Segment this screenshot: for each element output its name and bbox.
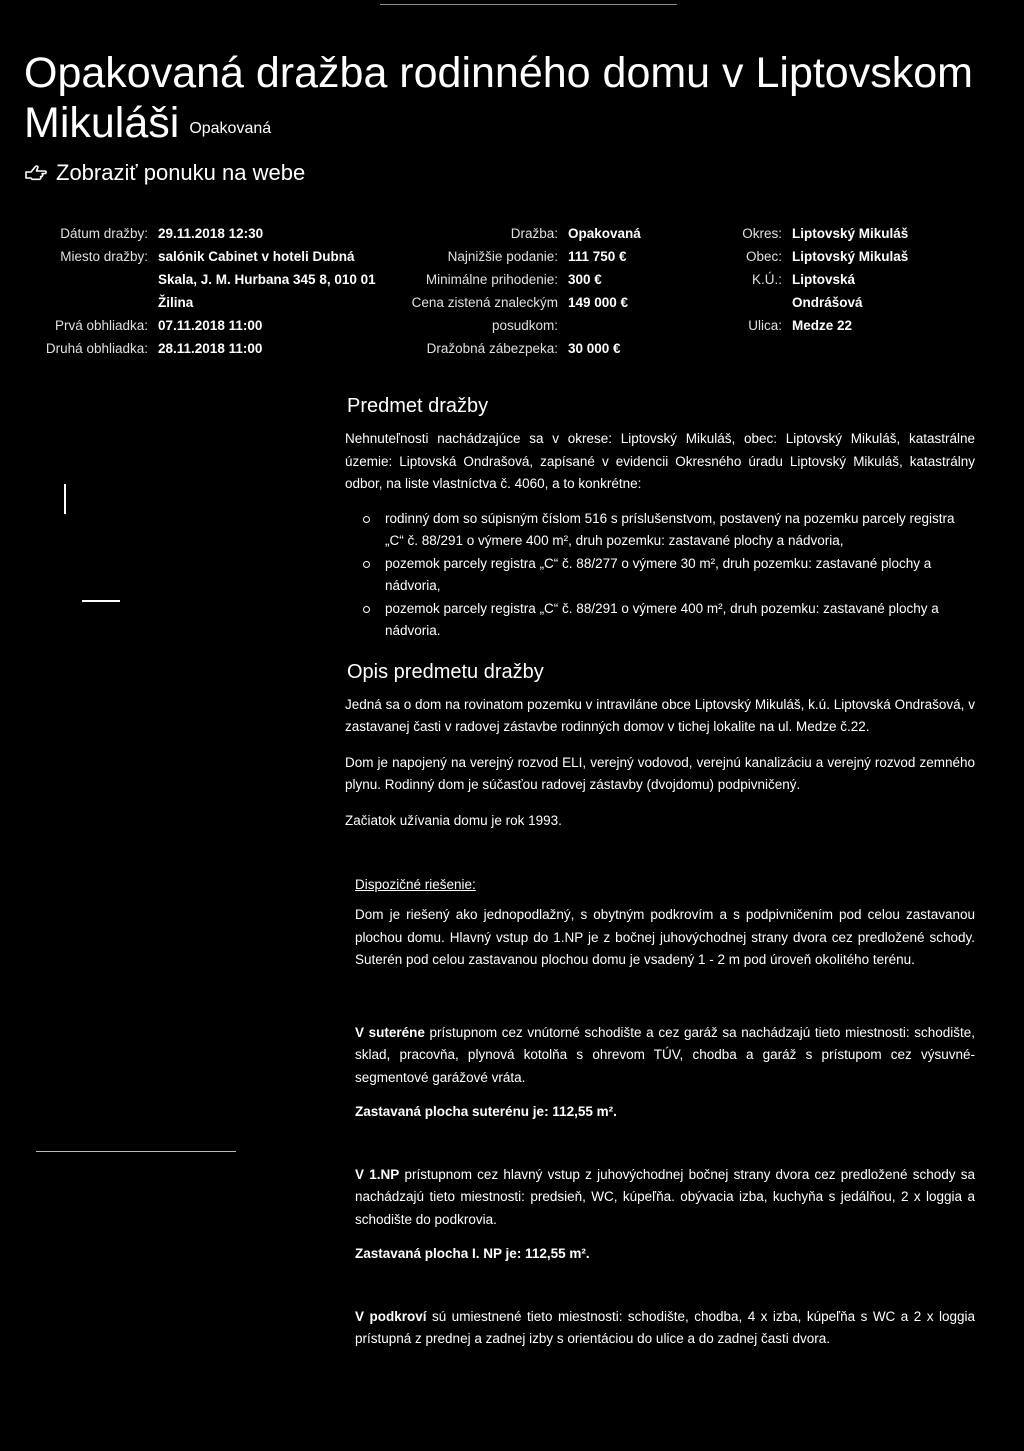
scan-mark bbox=[82, 600, 120, 602]
main-content bbox=[345, 395, 975, 1351]
suteren-area: Zastavaná plocha suterénu je: 112,55 m². bbox=[355, 1104, 617, 1119]
bullet-icon bbox=[363, 516, 370, 523]
dispozicne-block bbox=[355, 904, 975, 1351]
info-row: Prvá obhliadka: 07.11.2018 11:00 bbox=[54, 318, 263, 333]
info-row: Dražobná zábezpeka: 30 000 € bbox=[426, 341, 621, 356]
info-row: Miesto dražby: salónik Cabinet v hoteli Dubná Skala, J. M. Hurbana 345 8, 010 01 Žilina bbox=[60, 249, 376, 310]
info-col-prices bbox=[400, 222, 718, 360]
page-title bbox=[24, 48, 984, 154]
info-col-location bbox=[700, 222, 932, 337]
section-heading-opis: Opis predmetu dražby bbox=[347, 660, 544, 683]
opis-paragraph-1: Jedná sa o dom na rovinatom pozemku v intraviláne obce Liptovský Mikuláš, k.ú. Liptovská Ondrašová, v zastavanej časti v radovej zástavbe rodinných domov v tichej lokalite na ul. Medze č.22. bbox=[345, 696, 975, 734]
section-heading-predmet: Predmet dražby bbox=[347, 395, 489, 417]
info-row: Okres: Liptovský Mikuláš bbox=[742, 226, 909, 241]
pointing-hand-icon bbox=[24, 163, 48, 183]
info-row: Druhá obhliadka: 28.11.2018 11:00 bbox=[45, 341, 263, 356]
dispozicne-paragraph: Dom je riešený ako jednopodlažný, s obytným podkrovím a s podpivničením pod celou zastavanou plochou domu. Hlavný vstup do 1.NP je z bočnej juhovýchodnej strany dvora cez predložené schody. Suterén pod celou zastavanou plochou domu je vsadený 1 - 2 m pod úroveň okolitého terénu. bbox=[355, 907, 975, 967]
np-area: Zastavaná plocha I. NP je: 112,55 m². bbox=[355, 1246, 590, 1261]
web-link[interactable] bbox=[24, 160, 305, 186]
list-item: pozemok parcely registra „C“ č. 88/291 o výmere 400 m², druh pozemku: zastavané plochy a nádvoria. bbox=[345, 598, 975, 643]
parcel-list bbox=[345, 508, 975, 643]
podkrovie-paragraph: V podkroví sú umiestnené tieto miestnosti: schodište, chodba, 4 x izba, kúpeľňa s WC a 2 x loggia prístupná z prednej a zadnej izby s orientáciou do ulice a do zadnej časti dvora. bbox=[355, 1308, 975, 1346]
info-col-auction bbox=[36, 222, 393, 360]
info-row: Minimálne prihodenie: 300 € bbox=[425, 272, 602, 287]
scan-mark bbox=[64, 484, 66, 514]
np-paragraph: V 1.NP prístupnom cez hlavný vstup z juhovýchodnej bočnej strany dvora cez predložené schody sa nachádzajú tieto miestnosti: predsieň, WC, kúpeľňa. obývacia izba, kuchyňa s jedálňou, 2 x loggia a schodište do podkrovia. bbox=[355, 1166, 975, 1227]
info-row: Najnižšie podanie: 111 750 € bbox=[447, 249, 627, 264]
suteren-paragraph: V suteréne prístupnom cez vnútorné schodište a cez garáž sa nachádzajú tieto miestnosti: schodište, sklad, pracovňa, plynová kotolňa s ohrevom TÚV, chodba a garáž s prístupom cez výsuvné-segmentové garážové vráta. bbox=[355, 1024, 976, 1085]
info-row: Ulica: Medze 22 bbox=[748, 318, 853, 333]
status-badge: Opakovaná bbox=[189, 120, 272, 137]
info-row: K.Ú.: Liptovská Ondrášová bbox=[751, 272, 863, 310]
predmet-intro: Nehnuteľnosti nachádzajúce sa v okrese: Liptovský Mikuláš, obec: Liptovský Mikuláš, katastrálne územie: Liptovská Ondrašová, zapísané v evidencii Okresného úradu Liptovský Mikuláš, katastrálny odbor, na liste vlastníctva č. 4060, a to konkrétne: bbox=[345, 431, 975, 491]
list-item: pozemok parcely registra „C“ č. 88/277 o výmere 30 m², druh pozemku: zastavané plochy a nádvoria, bbox=[345, 553, 975, 598]
info-row: Obec: Liptovský Mikulaš bbox=[745, 249, 909, 264]
opis-paragraph-2: Dom je napojený na verejný rozvod ELI, verejný vodovod, verejnú kanalizáciu a verejný rozvod zemného plynu. Rodinný dom je súčasťou radovej zástavby (dvojdomu) podpivničený. bbox=[345, 754, 975, 792]
web-link-label: Zobraziť ponuku na webe bbox=[56, 160, 306, 185]
info-row: Dražba: Opakovaná bbox=[510, 226, 641, 241]
top-divider bbox=[380, 4, 677, 5]
info-row: Cena zistená znaleckým posudkom: 149 000 € bbox=[411, 295, 629, 333]
scan-mark bbox=[36, 1151, 236, 1152]
info-row: Dátum dražby: 29.11.2018 12:30 bbox=[60, 226, 264, 241]
bullet-icon bbox=[363, 606, 370, 613]
list-item: rodinný dom so súpisným číslom 516 s príslušenstvom, postavený na pozemku parcely registra „C“ č. 88/291 o výmere 400 m², druh pozemku: zastavané plochy a nádvoria, bbox=[345, 508, 975, 553]
bullet-icon bbox=[363, 561, 370, 568]
opis-paragraph-3: Začiatok užívania domu je rok 1993. bbox=[345, 812, 562, 828]
dispozicne-heading: Dispozičné riešenie: bbox=[355, 877, 476, 892]
title-text: Opakovaná dražba rodinného domu v Liptovskom Mikuláši bbox=[24, 49, 973, 147]
